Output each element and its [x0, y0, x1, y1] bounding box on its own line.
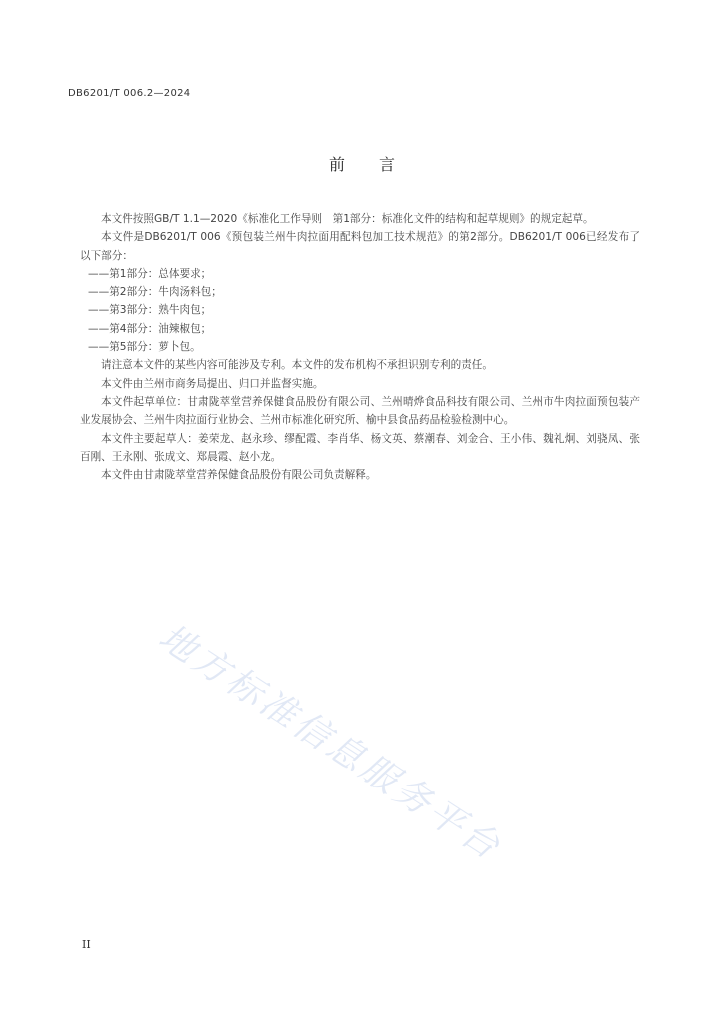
title-char-2: 言: [379, 155, 396, 174]
list-item-part-4: ——第4部分：油辣椒包；: [88, 322, 212, 335]
paragraph-part-of-series: 本文件是DB6201/T 006《预包装兰州牛肉拉面用配料包加工技术规范》的第2部分。DB6201/T 006已经发布了以下部分：: [80, 231, 640, 262]
paragraph-interpretation: 本文件由甘肃陇萃堂营养保健食品股份有限公司负责解释。: [101, 469, 377, 482]
title-char-1: 前: [328, 155, 345, 174]
list-item-part-3: ——第3部分：熟牛肉包；: [88, 304, 212, 317]
page-title: [0, 152, 724, 175]
paragraph-drafters: 本文件主要起草人：姜荣龙、赵永珍、缪配霞、李肖华、杨文英、蔡潮春、刘金合、王小伟、魏礼炯、刘骁凤、张百刚、王永刚、张成文、郑晨霞、赵小龙。: [80, 432, 640, 463]
list-item-part-5: ——第5部分：萝卜包。: [88, 341, 201, 354]
watermark-text: 地方标准信息服务平台: [151, 616, 510, 869]
paragraph-drafting-rules: 本文件按照GB/T 1.1—2020《标准化工作导则 第1部分：标准化文件的结构和起草规则》的规定起草。: [101, 213, 594, 225]
paragraph-drafting-units: 本文件起草单位：甘肃陇萃堂营养保健食品股份有限公司、兰州晴烨食品科技有限公司、兰州市牛肉拉面预包装产业发展协会、兰州牛肉拉面行业协会、兰州市标准化研究所、榆中县食品药品检验检测中心。: [80, 395, 640, 427]
paragraph-patent-notice: 请注意本文件的某些内容可能涉及专利。本文件的发布机构不承担识别专利的责任。: [101, 359, 493, 372]
paragraph-proposer: 本文件由兰州市商务局提出、归口并监督实施。: [101, 377, 324, 390]
list-item-part-2: ——第2部分：牛肉汤料包；: [88, 286, 222, 299]
page-number: II: [82, 938, 91, 951]
document-code: DB6201/T 006.2—2024: [68, 88, 191, 99]
list-item-part-1: ——第1部分：总体要求；: [88, 267, 212, 280]
foreword-body: [80, 210, 640, 484]
